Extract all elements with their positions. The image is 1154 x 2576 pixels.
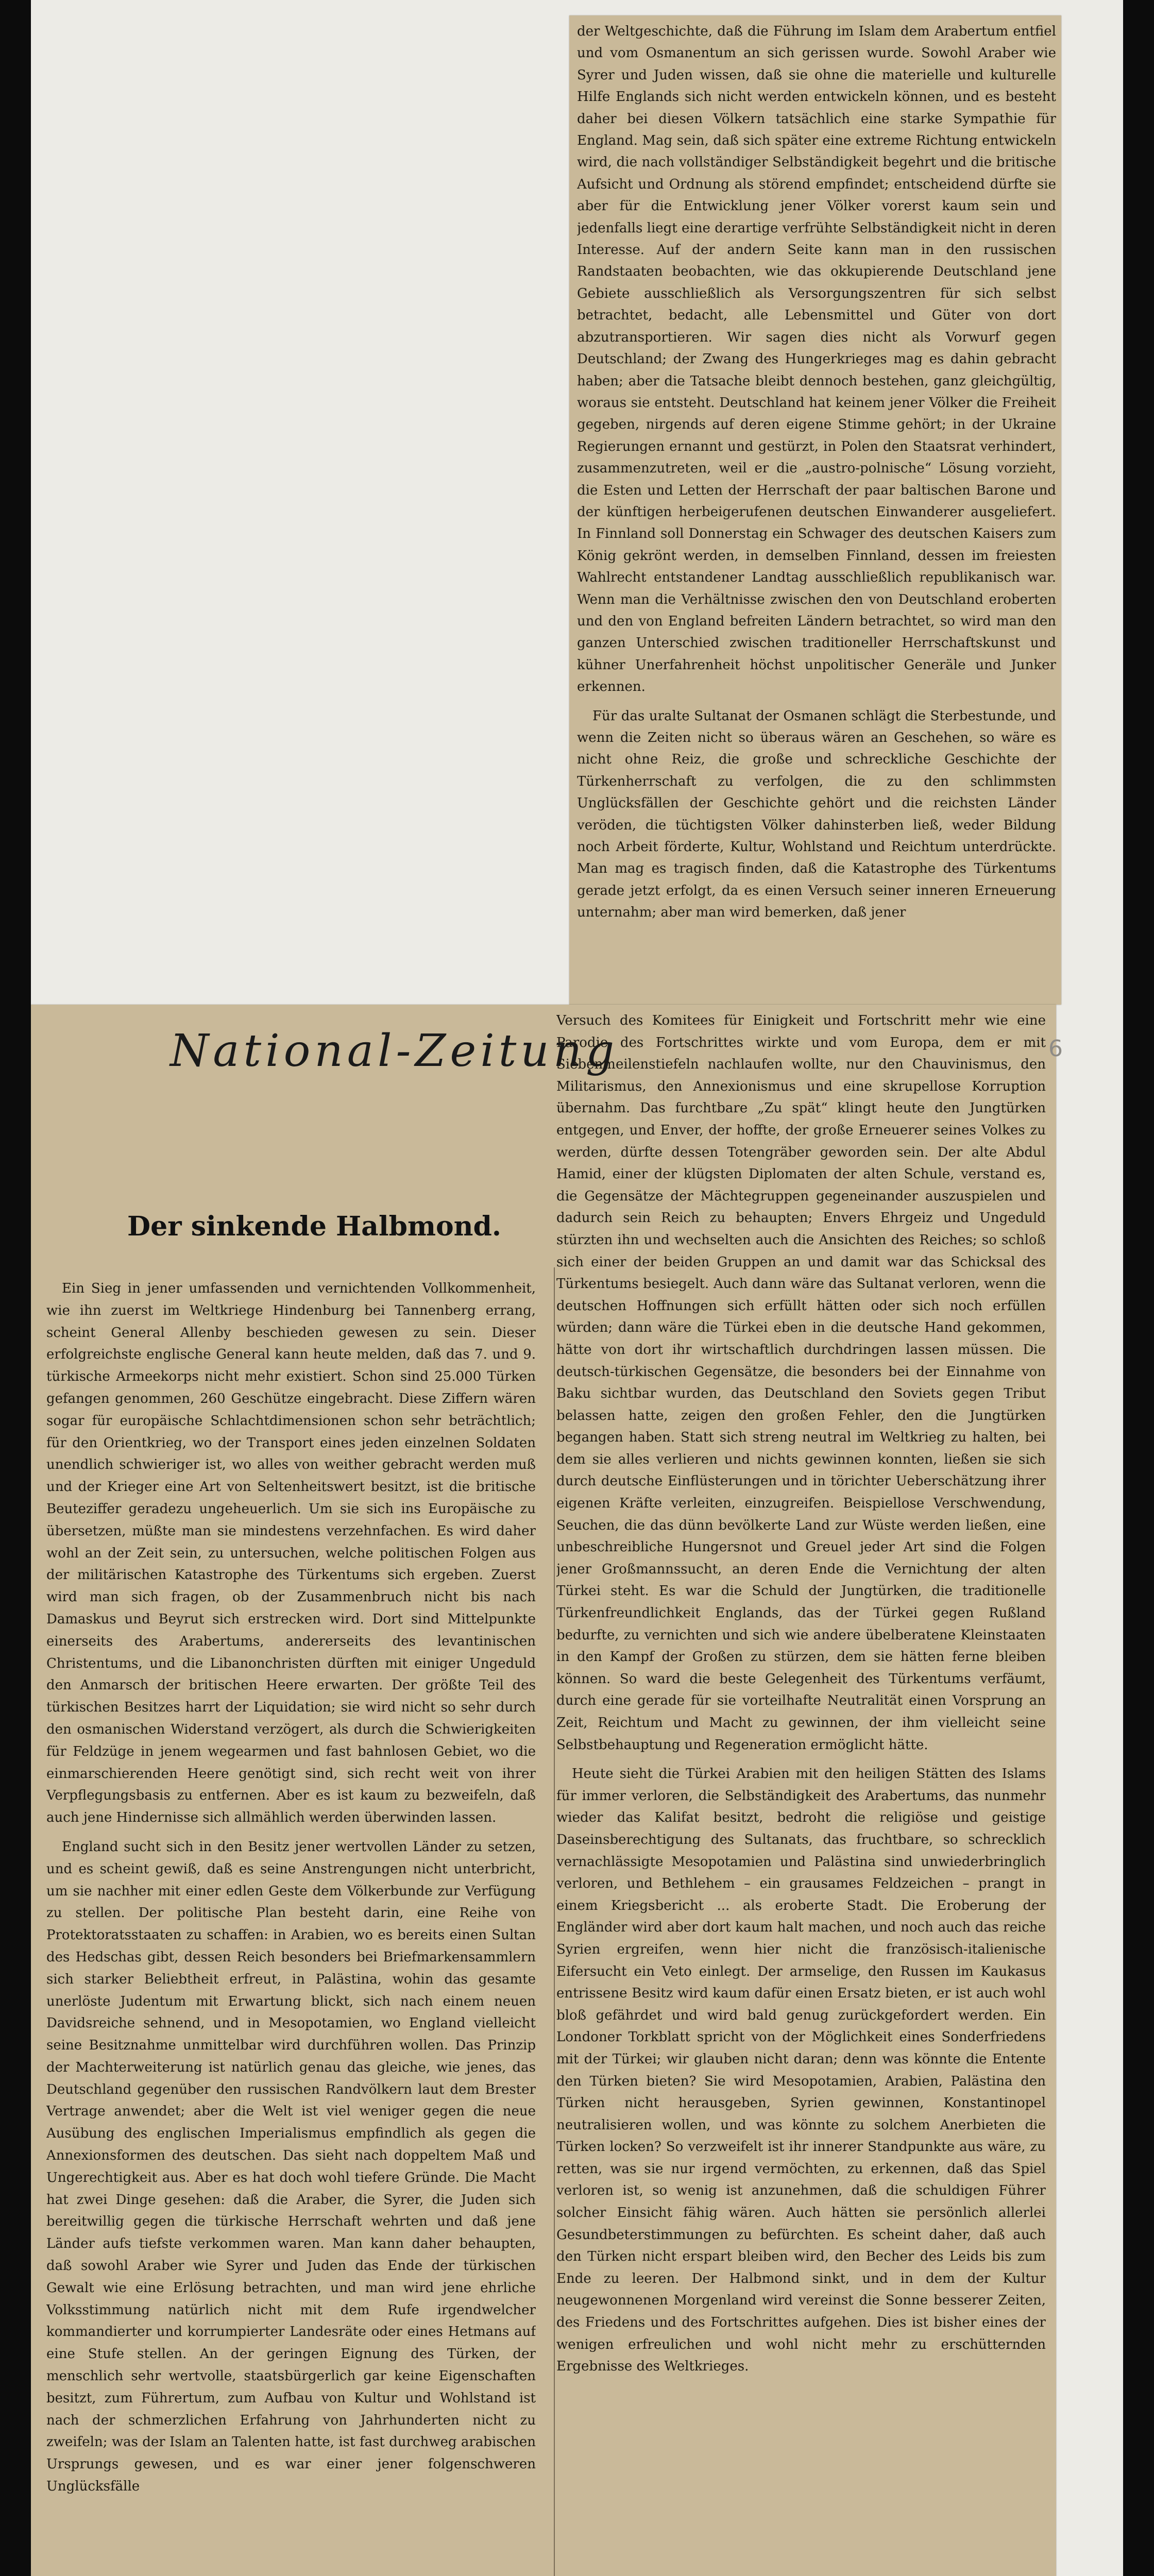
page-number: 6	[1048, 1036, 1063, 1062]
article-column-right-bottom	[556, 1010, 1046, 2576]
article-column-right-top	[577, 21, 1056, 994]
paragraph: Für das uralte Sultanat der Osmanen schlägt die Sterbestunde, und wenn die Zeiten nicht so überaus wären an Geschehen, so wäre es nicht ohne Reiz, die große und schreckliche Geschichte der Türkenherrschaft zu verfolgen, die zu den schlimmsten Unglücksfällen der Geschichte gehört und die reichsten Länder veröden, die tüchtigsten Völker dahinsterben ließ, weder Bildung noch Arbeit förderte, Kultur, Wohlstand und Reichtum unterdrückte. Man mag es tragisch finden, daß die Katastrophe des Türkentums gerade jetzt erfolgt, da es einen Versuch seiner inneren Erneuerung unternahm; aber man wird bemerken, daß jener	[577, 708, 1056, 921]
paragraph: Versuch des Komitees für Einigkeit und Fortschritt mehr wie eine Parodie des Fortschrittes wirkte und vom Europa, dem er mit Siebenmeilenstiefeln nachlaufen wollte, nur den Chauvinismus, den Militarismus, den Annexionismus und eine skrupellose Korruption übernahm. Das furchtbare „Zu spät“ klingt heute den Jungtürken entgegen, und Enver, der hoffte, der große Erneuerer seines Volkes zu werden, dürfte dessen Totengräber geworden sein. Der alte Abdul Hamid, einer der klügsten Diplomaten der alten Schule, verstand es, die Gegensätze der Mächtegruppen gegeneinander auszuspielen und dadurch sein Reich zu behaupten; Envers Ehrgeiz und Ungeduld stürzten ihn und wechselten auch die Ansichten des Reiches; so schloß sich einer der beiden Gruppen an und damit war das Schicksal des Türkentums besiegelt. Auch dann wäre das Sultanat verloren, wenn die deutschen Hoffnungen sich erfüllt hätten oder sich noch erfüllen würden; dann wäre die Türkei eben in die deutsche Hand gekommen, hätte von dort ihr wirtschaftlich durchdringen lassen müssen. Die deutsch-türkischen Gegensätze, die besonders bei der Einnahme von Baku sichtbar wurden, das Deutschland den Soviets gegen Tribut belassen hatte, zeigen den großen Fehler, den die Jungtürken begangen haben. Statt sich streng neutral im Weltkrieg zu halten, bei dem sie alles verlieren und nichts gewinnen konnten, ließen sie sich durch deutsche Einflüsterungen und in törichter Ueberschätzung ihrer eigenen Kräfte verleiten, einzugreifen. Beispiellose Verschwendung, Seuchen, die das dünn bevölkerte Land zur Wüste werden ließen, eine unbeschreibliche Hungersnot und Greuel jeder Art sind die Folgen jener Großmannssucht, an deren Ende die Vernichtung der alten Türkei steht. Es war die Schuld der Jungtürken, die traditionelle Türkenfreundlichkeit Englands, das der Türkei gegen Rußland bedurfte, zu vernichten und sich wie andere übelberatene Kleinstaaten in den Kampf der Großen zu stürzen, dem sie hätten ferne bleiben können. So ward die beste Gelegenheit des Türkentums verfäumt, durch eine gerade für sie vorteilhafte Neutralität einen Vorsprung an Zeit, Reichtum und Macht zu gewinnen, der ihm vielleicht seine Selbstbehauptung und Regeneration ermöglicht hätte.	[556, 1013, 1046, 1753]
paragraph: Ein Sieg in jener umfassenden und vernichtenden Vollkommenheit, wie ihn zuerst im Weltkriege Hindenburg bei Tannenberg errang, scheint General Allenby beschieden gewesen zu sein. Dieser erfolgreichste englische General kann heute melden, daß das 7. und 9. türkische Armeekorps nicht mehr existiert. Schon sind 25.000 Türken gefangen genommen, 260 Geschütze eingebracht. Diese Ziffern wären sogar für europäische Schlachtdimensionen schon sehr beträchtlich; für den Orientkrieg, wo der Transport eines jeden einzelnen Soldaten unendlich schwieriger ist, wo alles von weither gebracht werden muß und der Krieger eine Art von Seltenheitswert besitzt, ist die britische Beuteziffer geradezu ungeheuerlich. Um sie sich ins Europäische zu übersetzen, müßte man sie mindestens verzehnfachen. Es wird daher wohl an der Zeit sein, zu untersuchen, welche politischen Folgen aus der militärischen Katastrophe des Türkentums sich ergeben. Zuerst wird man sich fragen, ob der Zusammenbruch nicht bis nach Damaskus und Beyrut sich erstrecken wird. Dort sind Mittelpunkte einerseits des Arabertums, andererseits des levantinischen Christentums, und die Libanonchristen dürften mit einiger Ungeduld den Anmarsch der britischen Heere erwarten. Der größte Teil des türkischen Besitzes harrt der Liquidation; sie wird nicht so sehr durch den osmanischen Widerstand verzögert, als durch die Schwierigkeiten für Feldzüge in jenem wegearmen und fast bahnlosen Gebiet, wo die einmarschierenden Heere genötigt sind, sich recht weit von ihrer Verpflegungsbasis zu entfernen. Aber es ist kaum zu bezweifeln, daß auch jene Hindernisse sich allmählich werden überwinden lassen.	[46, 1281, 536, 1826]
paragraph: Heute sieht die Türkei Arabien mit den heiligen Stätten des Islams für immer verloren, die Selbständigkeit des Arabertums, das nunmehr wieder das Kalifat besitzt, bedroht die religiöse und geistige Daseinsberechtigung des Sultanats, das fruchtbare, so schrecklich vernachlässigte Mesopotamien und Palästina sind unwiederbringlich verloren, und Bethlehem – ein grausames Feldzeichen – prangt in einem Kriegsbericht ... als eroberte Stadt. Die Eroberung der Engländer wird aber dort kaum halt machen, und noch auch das reiche Syrien ergreifen, wenn hier nicht die französisch-italienische Eifersucht ein Veto einlegt. Der armselige, den Russen im Kaukasus entrissene Besitz wird kaum dafür einen Ersatz bieten, er ist auch wohl bloß gefährdet und wird bald genug zurückgefordert werden. Ein Londoner Torkblatt spricht von der Möglichkeit eines Sonderfriedens mit der Türkei; wir glauben nicht daran; denn was könnte die Entente den Türken bieten? Sie wird Mesopotamien, Arabien, Palästina den Türken nicht herausgeben, Syrien gewinnen, Konstantinopel neutralisieren wollen, und was könnte zu solchem Anerbieten die Türken locken? So verzweifelt ist ihr innerer Standpunkte aus wäre, zu retten, was sie nur irgend vermöchten, zu erkennen, daß das Spiel verloren ist, so wenig ist anzunehmen, daß die schuldigen Führer solcher Einsicht fähig wären. Auch hätten sie persönlich allerlei Gesundbeterstimmungen zu befürchten. Es scheint daher, daß auch den Türken nicht erspart bleiben wird, den Becher des Leids bis zum Ende zu leeren. Der Halbmond sinkt, und in dem der Kultur neugewonnenen Morgenland wird vereinst die Sonne besserer Zeiten, des Friedens und des Fortschrittes aufgehen. Dies ist bisher eines der wenigen erfreulichen und wohl nicht mehr zu erschütternden Ergebnisse des Weltkrieges.	[556, 1766, 1046, 2375]
article-column-left	[46, 1278, 536, 2576]
column-divider	[554, 1267, 555, 2576]
handwritten-source-note: National-Zeitung	[170, 1025, 619, 1077]
paragraph: England sucht sich in den Besitz jener wertvollen Länder zu setzen, und es scheint gewiß, daß es seine Anstrengungen nicht unterbricht, um sie nachher mit einer edlen Geste dem Völkerbunde zur Verfügung zu stellen. Der politische Plan besteht darin, eine Reihe von Protektoratsstaaten zu schaffen: in Arabien, wo es bereits einen Sultan des Hedschas gibt, dessen Reich besonders bei Briefmarkensammlern sich starker Beliebtheit erfreut, in Palästina, wohin das gesamte unerlöste Judentum mit Erwartung blickt, sich nach einem neuen Davidsreiche sehnend, und in Mesopotamien, wo England vielleicht seine Besitznahme unmittelbar wird durchführen wollen. Das Prinzip der Machterweiterung ist natürlich genau das gleiche, wie jenes, das Deutschland gegenüber den russischen Randvölkern laut dem Brester Vertrage anwendet; aber die Welt ist viel weniger gegen die neue Ausübung des englischen Imperialismus empfindlich als gegen die Annexionsformen des deutschen. Das sieht nach doppeltem Maß und Ungerechtigkeit aus. Aber es hat doch wohl tiefere Gründe. Die Macht hat zwei Dinge gesehen: daß die Araber, die Syrer, die Juden sich bereitwillig gegen die türkische Herrschaft wehrten und daß jene Länder aufs tiefste verkommen waren. Man kann daher behaupten, daß sowohl Araber wie Syrer und Juden das Ende der türkischen Gewalt wie eine Erlösung betrachten, und man wird jene ehrliche Volksstimmung natürlich nicht mit dem Rufe irgendwelcher kommandierter und korrumpierter Landesräte oder eines Hetmans auf eine Stufe stellen. An der geringen Eignung des Türken, der menschlich sehr wertvolle, staatsbürgerlich gar keine Eigenschaften besitzt, zum Führertum, zum Aufbau von Kultur und Wohlstand ist nach der schmerzlichen Erfahrung von Jahrhunderten nicht zu zweifeln; was der Islam an Talenten hatte, ist fast durchweg arabischen Ursprungs gewesen, und es war einer jener folgenschweren Unglücksfälle	[46, 1839, 536, 2495]
paragraph: der Weltgeschichte, daß die Führung im Islam dem Arabertum entfiel und vom Osmanentum an sich gerissen wurde. Sowohl Araber wie Syrer und Juden wissen, daß sie ohne die materielle und kulturelle Hilfe Englands sich nicht werden entwickeln können, und es besteht daher bei diesen Völkern tatsächlich eine starke Sympathie für England. Mag sein, daß sich später eine extreme Richtung entwickeln wird, die nach vollständiger Selbständigkeit begehrt und die britische Aufsicht und Ordnung als störend empfindet; entscheidend dürfte sie aber für die Entwicklung jener Völker vorerst kaum sein und jedenfalls liegt eine derartige verfrühte Selbständigkeit nicht in deren Interesse. Auf der andern Seite kann man in den russischen Randstaaten beobachten, wie das okkupierende Deutschland jene Gebiete ausschließlich als Versorgungszentren für sich selbst betrachtet, bedacht, alle Lebensmittel und Güter von dort abzutransportieren. Wir sagen dies nicht als Vorwurf gegen Deutschland; der Zwang des Hungerkrieges mag es dahin gebracht haben; aber die Tatsache bleibt dennoch bestehen, ganz gleichgültig, woraus sie entsteht. Deutschland hat keinem jener Völker die Freiheit gegeben, nirgends auf deren eigene Stimme gehört; in der Ukraine Regierungen ernannt und gestürzt, in Polen den Staatsrat verhindert, zusammenzutreten, weil er die „austro-polnische“ Lösung vorzieht, die Esten und Letten der Herrschaft der paar baltischen Barone und der künftigen herbeigerufenen deutschen Einwanderer ausgeliefert. In Finnland soll Donnerstag ein Schwager des deutschen Kaisers zum König gekrönt werden, in demselben Finnland, dessen im freiesten Wahlrecht entstandener Landtag ausschließlich republikanisch war. Wenn man die Verhältnisse zwischen den von Deutschland eroberten und den von England befreiten Ländern betrachtet, so wird man den ganzen Unterschied zwischen traditioneller Herrschaftskunst und kühner Unerfahrenheit höchst unpolitischer Generäle und Junker erkennen.	[577, 24, 1056, 695]
article-headline: Der sinkende Halbmond.	[127, 1211, 501, 1242]
